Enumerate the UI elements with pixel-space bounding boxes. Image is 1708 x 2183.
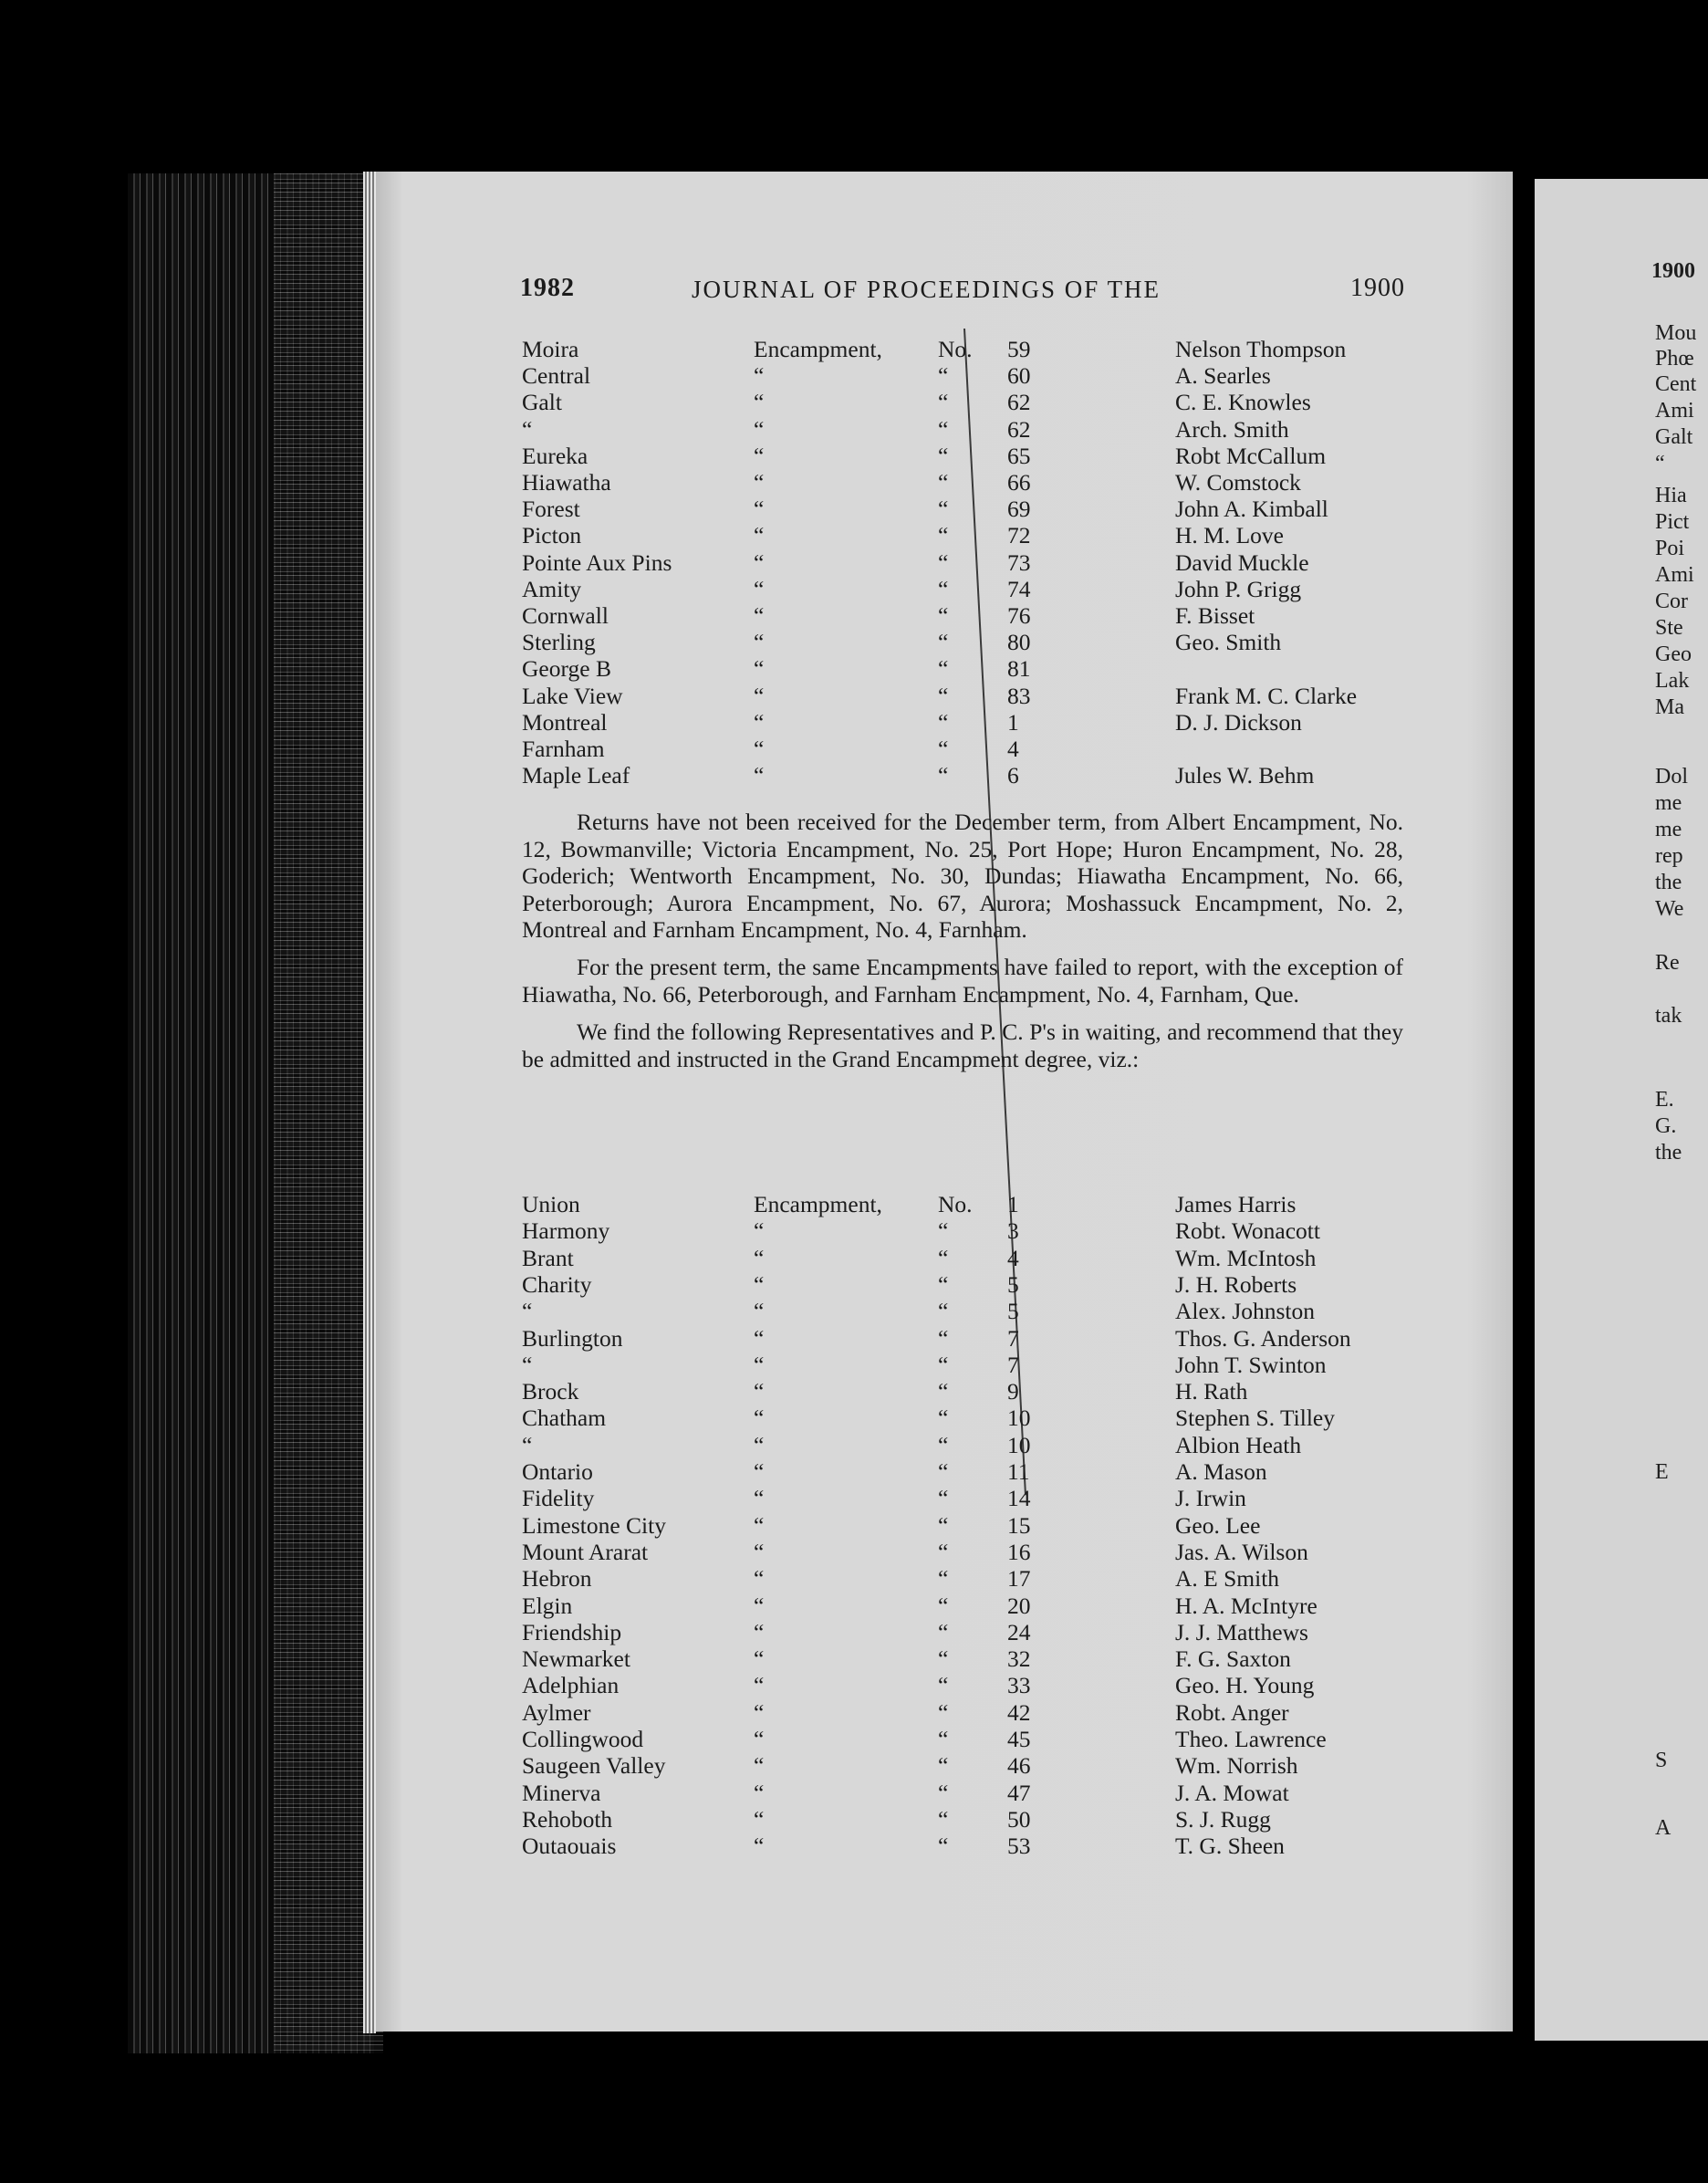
encampment-label: “ — [754, 1244, 765, 1271]
encampment-number: 11 — [1007, 1458, 1030, 1485]
paragraph-present-term: For the present term, the same Encampments have failed to report, with the exception of Hiawatha, No. 66, Peterborough, and Farnham Encampment, No. 4, Farnham, Que. — [522, 954, 1403, 1008]
facing-page-fragment: Ami — [1655, 399, 1694, 423]
list-row — [522, 576, 1416, 603]
number-label: “ — [938, 1538, 949, 1565]
representative-name: W. Comstock — [1175, 469, 1301, 496]
encampment-label: “ — [754, 1270, 765, 1298]
list-row — [522, 1539, 1416, 1566]
list-row — [522, 1806, 1416, 1833]
lodge-name: Hiawatha — [522, 469, 611, 496]
list-row — [522, 1378, 1416, 1405]
lodge-name: Brock — [522, 1378, 579, 1405]
encampment-number: 81 — [1007, 655, 1031, 683]
number-label: “ — [938, 1378, 949, 1405]
lodge-name: Montreal — [522, 708, 608, 736]
list-row — [522, 629, 1416, 656]
encampment-number: 17 — [1007, 1565, 1031, 1593]
representative-name: Geo. Lee — [1175, 1511, 1261, 1539]
encampment-label: “ — [754, 548, 765, 576]
lodge-name: Friendship — [522, 1618, 622, 1645]
representative-name: Wm. Norrish — [1175, 1752, 1298, 1780]
encampment-number: 4 — [1007, 736, 1019, 762]
facing-page-fragment: Re — [1655, 951, 1680, 975]
encampment-label: “ — [754, 1485, 765, 1512]
representative-name: Alex. Johnston — [1175, 1298, 1315, 1325]
lodge-name: Saugeen Valley — [522, 1752, 666, 1780]
facing-page-fragment: Geo — [1655, 642, 1692, 666]
number-label: “ — [938, 1645, 949, 1673]
lodge-name: Outaouais — [522, 1833, 617, 1860]
facing-page-fragment: Hia — [1655, 484, 1687, 507]
number-label: “ — [938, 602, 949, 629]
representative-name: John P. Grigg — [1175, 575, 1302, 602]
list-row — [522, 1780, 1416, 1807]
encampment-number: 7 — [1007, 1351, 1019, 1378]
encampment-number: 62 — [1007, 415, 1031, 443]
representative-name: J. A. Mowat — [1175, 1779, 1289, 1806]
number-label: “ — [938, 708, 949, 736]
representative-name: C. E. Knowles — [1175, 389, 1311, 416]
encampment-label: “ — [754, 469, 765, 496]
facing-page-fragment: Lak — [1655, 669, 1690, 693]
number-label: “ — [938, 1270, 949, 1298]
lodge-name: Central — [522, 362, 591, 390]
number-label: “ — [938, 1431, 949, 1458]
number-label: “ — [938, 1244, 949, 1271]
running-title: JOURNAL OF PROCEEDINGS OF THE — [692, 276, 1161, 303]
lodge-name: Ontario — [522, 1458, 593, 1485]
encampment-number: 4 — [1007, 1244, 1019, 1271]
facing-page-fragment: Mou — [1655, 321, 1697, 345]
number-label: “ — [938, 1672, 949, 1699]
encampment-number: 50 — [1007, 1805, 1031, 1833]
representative-name: Robt McCallum — [1175, 442, 1327, 469]
number-label: “ — [938, 1298, 949, 1325]
encampment-label: “ — [754, 522, 765, 549]
number-label: “ — [938, 1779, 949, 1806]
list-row — [522, 1191, 1416, 1218]
encampment-number: 10 — [1007, 1405, 1031, 1432]
number-label: “ — [938, 362, 949, 390]
encampment-number: 66 — [1007, 469, 1031, 496]
list-row — [522, 762, 1416, 789]
lodge-name: Rehoboth — [522, 1805, 613, 1833]
representative-name: F. G. Saxton — [1175, 1645, 1291, 1673]
lodge-name: Lake View — [522, 682, 623, 709]
encampment-number: 62 — [1007, 389, 1031, 416]
representative-name: H. M. Love — [1175, 522, 1284, 549]
list-row — [522, 1458, 1416, 1486]
number-label: “ — [938, 736, 949, 762]
encampment-number: 5 — [1007, 1270, 1019, 1298]
number-label: “ — [938, 1351, 949, 1378]
representative-name: Stephen S. Tilley — [1175, 1405, 1336, 1432]
list-row — [522, 1645, 1416, 1673]
list-row — [522, 602, 1416, 630]
representative-name: F. Bisset — [1175, 602, 1255, 629]
encampment-label: “ — [754, 708, 765, 736]
encampment-number: 7 — [1007, 1324, 1019, 1352]
encampment-label: “ — [754, 1592, 765, 1619]
number-label: “ — [938, 469, 949, 496]
representative-name: Albion Heath — [1175, 1431, 1302, 1458]
encampment-label: “ — [754, 1351, 765, 1378]
list-row — [522, 1245, 1416, 1272]
lodge-name: Galt — [522, 389, 562, 416]
number-label: “ — [938, 389, 949, 416]
encampment-number: 60 — [1007, 362, 1031, 390]
list-row — [522, 1512, 1416, 1540]
facing-page-fragment: A — [1655, 1816, 1672, 1840]
encampment-label: “ — [754, 602, 765, 629]
lodge-name: Moira — [522, 336, 579, 362]
encampment-label: “ — [754, 1538, 765, 1565]
list-row — [522, 1619, 1416, 1646]
lodge-name: Maple Leaf — [522, 762, 630, 789]
encampment-label: “ — [754, 1405, 765, 1432]
list-row — [522, 1405, 1416, 1432]
lodge-name: “ — [522, 1431, 533, 1458]
encampment-number: 9 — [1007, 1378, 1019, 1405]
facing-page-fragment: S — [1655, 1749, 1668, 1772]
representative-name: S. J. Rugg — [1175, 1805, 1271, 1833]
list-row — [522, 1833, 1416, 1860]
encampment-number: 1 — [1007, 1191, 1019, 1217]
lodge-name: Union — [522, 1191, 580, 1217]
number-label: “ — [938, 1405, 949, 1432]
list-row — [522, 1217, 1416, 1245]
page-header — [520, 274, 1405, 310]
encampment-number: 72 — [1007, 522, 1031, 549]
encampment-label: “ — [754, 1511, 765, 1539]
representative-name: H. Rath — [1175, 1378, 1248, 1405]
list-row — [522, 683, 1416, 710]
number-label: “ — [938, 1565, 949, 1593]
list-row — [522, 1271, 1416, 1299]
facing-page-fragment: Cor — [1655, 590, 1688, 613]
representative-name: J. J. Matthews — [1175, 1618, 1308, 1645]
facing-page-fragment: me — [1655, 818, 1682, 841]
lodge-name: Forest — [522, 496, 580, 523]
paragraph-recommendation: We find the following Representatives and P. C. P's in waiting, and recommend that they be admitted and instructed in the Grand Encampment degree, viz.: — [522, 1018, 1403, 1072]
number-label: “ — [938, 415, 949, 443]
list-row — [522, 1432, 1416, 1459]
encampment-label: “ — [754, 415, 765, 443]
number-label: “ — [938, 1752, 949, 1780]
encampment-label: “ — [754, 1618, 765, 1645]
list-row — [522, 736, 1416, 763]
list-row — [522, 389, 1416, 416]
encampment-number: 32 — [1007, 1645, 1031, 1673]
representative-name: A. E Smith — [1175, 1565, 1280, 1593]
lodge-name: “ — [522, 1298, 533, 1325]
facing-page-fragment: the — [1655, 871, 1682, 894]
facing-page-fragment: Galt — [1655, 425, 1693, 449]
representative-name: Geo. H. Young — [1175, 1672, 1315, 1699]
encampment-label: “ — [754, 1805, 765, 1833]
list-row — [522, 1699, 1416, 1727]
representative-name: Thos. G. Anderson — [1175, 1324, 1351, 1352]
facing-page-fragment: Ste — [1655, 616, 1683, 640]
lodge-name: Limestone City — [522, 1511, 666, 1539]
encampment-label: “ — [754, 362, 765, 390]
encampment-number: 76 — [1007, 602, 1031, 629]
encampment-label: “ — [754, 1217, 765, 1245]
encampment-number: 73 — [1007, 548, 1031, 576]
number-label: “ — [938, 1458, 949, 1485]
facing-page-fragment: Dol — [1655, 765, 1688, 789]
representative-name: Nelson Thompson — [1175, 336, 1347, 362]
representative-name: Frank M. C. Clarke — [1175, 682, 1358, 709]
facing-page-fragment: Ami — [1655, 563, 1694, 587]
encampment-label: Encampment, — [754, 336, 882, 362]
facing-page-fragment: tak — [1655, 1004, 1682, 1028]
encampment-label: “ — [754, 1726, 765, 1752]
lodge-name: Adelphian — [522, 1672, 620, 1699]
lodge-name: Sterling — [522, 629, 596, 656]
encampment-number: 46 — [1007, 1752, 1031, 1780]
encampment-label: “ — [754, 682, 765, 709]
representative-name: Wm. McIntosh — [1175, 1244, 1317, 1271]
number-label: “ — [938, 496, 949, 523]
list-row — [522, 496, 1416, 523]
facing-page-fragment: Cent — [1655, 372, 1697, 396]
lodge-name: Amity — [522, 575, 582, 602]
encampment-label: “ — [754, 1779, 765, 1806]
list-row — [522, 469, 1416, 496]
lodge-name: Pointe Aux Pins — [522, 548, 672, 576]
list-row — [522, 362, 1416, 390]
list-row — [522, 709, 1416, 736]
encampment-label: Encampment, — [754, 1191, 882, 1217]
encampment-number: 65 — [1007, 442, 1031, 469]
lodge-name: “ — [522, 415, 533, 443]
encampment-label: “ — [754, 389, 765, 416]
list-row — [522, 336, 1416, 363]
encampment-number: 45 — [1007, 1726, 1031, 1752]
encampment-number: 6 — [1007, 762, 1019, 789]
number-label: “ — [938, 1698, 949, 1726]
encampment-label: “ — [754, 1752, 765, 1780]
encampment-label: “ — [754, 575, 765, 602]
list-row — [522, 1325, 1416, 1353]
representative-name: D. J. Dickson — [1175, 708, 1302, 736]
list-row — [522, 549, 1416, 577]
number-label: “ — [938, 1324, 949, 1352]
representative-name: Robt. Wonacott — [1175, 1217, 1320, 1245]
encampment-number: 20 — [1007, 1592, 1031, 1619]
representative-name: J. H. Roberts — [1175, 1270, 1297, 1298]
number-label: No. — [938, 336, 973, 362]
facing-page-fragment: Poi — [1655, 537, 1685, 560]
encampment-number: 69 — [1007, 496, 1031, 523]
facing-page-fragment: the — [1655, 1141, 1682, 1165]
lodge-name: Aylmer — [522, 1698, 591, 1726]
facing-page-fragment: “ — [1655, 452, 1665, 475]
paragraph-returns: Returns have not been received for the December term, from Albert Encampment, No. 12, Bowmanville; Victoria Encampment, No. 25, Port Hope; Huron Encampment, No. 28, Goderich; Wentworth Encampment, No. 30, Dundas; Hiawatha Encampment, No. 66, Peterborough; Aurora Encampment, No. 67, Aurora; Moshassuck Encampment, No. 2, Montreal and Farnham Encampment, No. 4, Farnham. — [522, 809, 1403, 943]
lodge-name: Hebron — [522, 1565, 592, 1593]
encampment-label: “ — [754, 655, 765, 683]
facing-page-fragment: We — [1655, 897, 1684, 921]
lodge-name: Collingwood — [522, 1726, 644, 1752]
list-row — [522, 1485, 1416, 1512]
representative-name: Jules W. Behm — [1175, 762, 1315, 789]
number-label: “ — [938, 655, 949, 683]
lodge-name: Mount Ararat — [522, 1538, 649, 1565]
number-label: “ — [938, 682, 949, 709]
encampment-number: 1 — [1007, 708, 1019, 736]
header-year: 1900 — [1350, 274, 1405, 302]
number-label: “ — [938, 1511, 949, 1539]
lodge-name: George B — [522, 655, 611, 683]
facing-page-fragment: Pict — [1655, 510, 1690, 534]
list-row — [522, 1298, 1416, 1325]
encampment-number: 59 — [1007, 336, 1031, 362]
representative-name: J. Irwin — [1175, 1485, 1246, 1512]
page-gutter — [363, 172, 376, 2033]
encampment-label: “ — [754, 1672, 765, 1699]
number-label: “ — [938, 1805, 949, 1833]
encampment-number: 16 — [1007, 1538, 1031, 1565]
encampment-label: “ — [754, 1698, 765, 1726]
encampment-label: “ — [754, 1458, 765, 1485]
encampment-number: 42 — [1007, 1698, 1031, 1726]
facing-page-fragment: E. — [1655, 1088, 1674, 1112]
facing-page-fragment: Ma — [1655, 695, 1684, 719]
number-label: “ — [938, 442, 949, 469]
encampment-label: “ — [754, 1833, 765, 1860]
facing-page-fragment: E — [1655, 1460, 1669, 1484]
number-label: “ — [938, 1726, 949, 1752]
list-row — [522, 1726, 1416, 1753]
encampment-number: 3 — [1007, 1217, 1019, 1245]
list-row — [522, 655, 1416, 683]
lodge-name: Brant — [522, 1244, 574, 1271]
encampment-number: 14 — [1007, 1485, 1031, 1512]
list-row — [522, 1565, 1416, 1593]
encampment-number: 74 — [1007, 575, 1031, 602]
lodge-name: Picton — [522, 522, 582, 549]
encampment-label: “ — [754, 1645, 765, 1673]
facing-page-fragment: rep — [1655, 844, 1683, 868]
lodge-name: Burlington — [522, 1324, 623, 1352]
representative-name: David Muckle — [1175, 548, 1309, 576]
facing-page-fragment: G. — [1655, 1114, 1677, 1138]
encampment-label: “ — [754, 1431, 765, 1458]
encampment-number: 47 — [1007, 1779, 1031, 1806]
lodge-name: Chatham — [522, 1405, 607, 1432]
list-row — [522, 1752, 1416, 1780]
encampment-label: “ — [754, 629, 765, 656]
encampment-number: 15 — [1007, 1511, 1031, 1539]
representative-name: Theo. Lawrence — [1175, 1726, 1327, 1752]
lodge-name: Harmony — [522, 1217, 610, 1245]
number-label: “ — [938, 522, 949, 549]
number-label: No. — [938, 1191, 973, 1217]
encampment-number: 5 — [1007, 1298, 1019, 1325]
number-label: “ — [938, 762, 949, 789]
representative-name: H. A. McIntyre — [1175, 1592, 1317, 1619]
facing-page-fragment: me — [1655, 791, 1682, 815]
number-label: “ — [938, 1217, 949, 1245]
number-label: “ — [938, 575, 949, 602]
representative-name: A. Mason — [1175, 1458, 1267, 1485]
encampment-label: “ — [754, 1324, 765, 1352]
encampment-number: 24 — [1007, 1618, 1031, 1645]
representative-name: Arch. Smith — [1175, 415, 1289, 443]
encampment-label: “ — [754, 496, 765, 523]
representative-name: A. Searles — [1175, 362, 1271, 390]
representative-name: Jas. A. Wilson — [1175, 1538, 1308, 1565]
number-label: “ — [938, 629, 949, 656]
encampment-label: “ — [754, 736, 765, 762]
representative-name: James Harris — [1175, 1191, 1297, 1217]
list-row — [522, 443, 1416, 470]
lodge-name: Farnham — [522, 736, 605, 762]
representative-name: John A. Kimball — [1175, 496, 1328, 523]
facing-page-fragment: 1900 — [1651, 259, 1695, 283]
list-row — [522, 416, 1416, 444]
list-row — [522, 522, 1416, 549]
encampment-number: 80 — [1007, 629, 1031, 656]
lodge-name: Elgin — [522, 1592, 573, 1619]
encampment-label: “ — [754, 762, 765, 789]
lodge-name: Minerva — [522, 1779, 601, 1806]
representative-name: Geo. Smith — [1175, 629, 1282, 656]
lodge-name: Charity — [522, 1270, 592, 1298]
encampment-label: “ — [754, 1378, 765, 1405]
encampment-label: “ — [754, 442, 765, 469]
list-row — [522, 1593, 1416, 1620]
representative-name: Robt. Anger — [1175, 1698, 1289, 1726]
representative-name: John T. Swinton — [1175, 1351, 1327, 1378]
lodge-name: Eureka — [522, 442, 588, 469]
number-label: “ — [938, 1833, 949, 1860]
list-row — [522, 1672, 1416, 1699]
number-label: “ — [938, 548, 949, 576]
number-label: “ — [938, 1485, 949, 1512]
encampment-number: 10 — [1007, 1431, 1031, 1458]
encampment-label: “ — [754, 1565, 765, 1593]
facing-page — [1535, 179, 1708, 2041]
encampment-number: 33 — [1007, 1672, 1031, 1699]
encampment-number: 83 — [1007, 682, 1031, 709]
lodge-name: Fidelity — [522, 1485, 595, 1512]
list-row — [522, 1352, 1416, 1379]
lodge-name: Cornwall — [522, 602, 609, 629]
number-label: “ — [938, 1618, 949, 1645]
representative-name: T. G. Sheen — [1175, 1833, 1285, 1860]
lodge-name: Newmarket — [522, 1645, 630, 1673]
page-number: 1982 — [520, 274, 575, 302]
lodge-name: “ — [522, 1351, 533, 1378]
encampment-number: 53 — [1007, 1833, 1031, 1860]
facing-page-fragment: Phœ — [1655, 347, 1694, 371]
encampment-label: “ — [754, 1298, 765, 1325]
number-label: “ — [938, 1592, 949, 1619]
